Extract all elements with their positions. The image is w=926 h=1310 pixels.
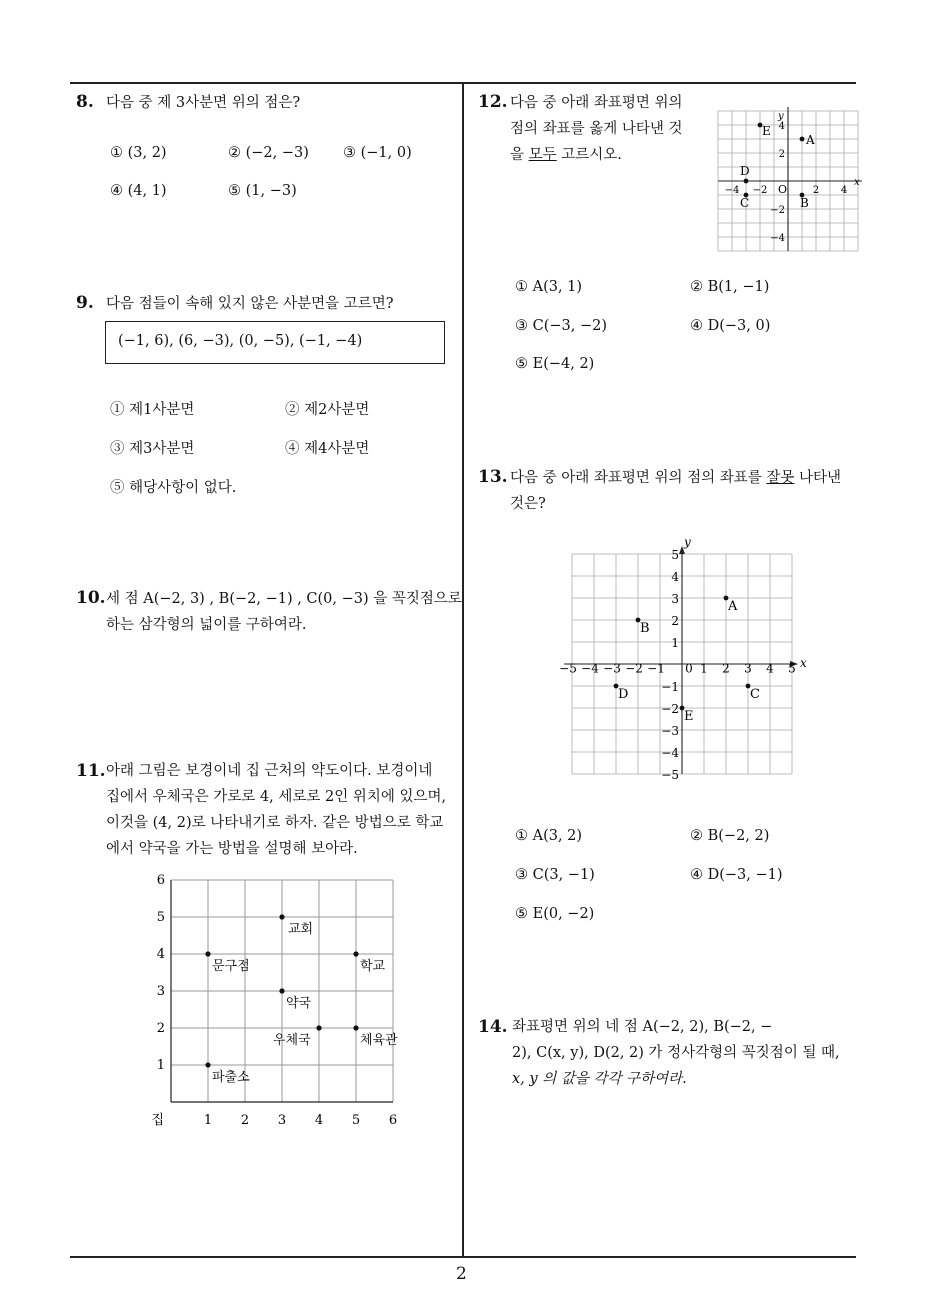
question-text-line2: 것은? [510,496,546,512]
neighborhood-map [150,870,410,1130]
option-2[interactable]: ② B(−2, 2) [690,828,770,844]
points-list: (−1, 6), (6, −3), (0, −5), (−1, −4) [118,333,363,349]
option-3[interactable]: ③ (−1, 0) [343,145,412,161]
place-label: 문구점 [212,959,250,974]
point-label: D [740,164,750,178]
y-tick-label: 3 [156,984,165,999]
point-label: D [618,687,629,702]
question-text-line1: 좌표평면 위의 네 점 A(−2, 2), B(−2, − [512,1019,773,1035]
y-axis-label: y [684,535,691,549]
option-2[interactable]: ② (−2, −3) [228,145,309,161]
option-1[interactable]: ① A(3, 1) [515,279,583,295]
question-text-line1: 다음 중 아래 좌표평면 위의 점의 좌표를 잘못 나타낸 [510,470,842,486]
coordinate-plane [710,95,862,247]
place-point [279,988,284,993]
point [800,137,805,142]
place-label: 학교 [360,959,386,974]
x-tick-label: 2 [240,1113,250,1128]
place-label: 약국 [286,996,312,1011]
x-tick-label: 2 [812,185,820,196]
y-tick-label: 1 [671,636,679,650]
y-tick-label: 4 [778,121,785,132]
x-axis-label: x [854,177,860,188]
x-tick-label: 1 [203,1113,213,1128]
question-text-line1: 아래 그림은 보경이네 집 근처의 약도이다. 보경이네 [106,763,433,779]
option-5[interactable]: ⑤ (1, −3) [228,183,297,199]
x-axis-label: x [800,656,807,670]
y-tick-label: 4 [156,947,165,962]
x-tick-label: −5 [559,661,577,676]
y-tick-label: −4 [770,233,785,244]
option-1[interactable]: ① 제1사분면 [110,402,195,418]
y-tick-label: 5 [671,548,679,562]
points-box [105,321,445,364]
point-label: C [740,196,750,210]
x-tick-label: −2 [625,661,643,676]
place-point [205,951,210,956]
x-tick-label: 5 [788,661,796,676]
point-label: E [762,124,771,138]
question-text-line1: 다음 중 아래 좌표평면 위의 [510,95,683,111]
question-text-line3: 이것을 (4, 2)로 나타내기로 하자. 같은 방법으로 학교 [106,815,444,831]
question-text-line2: 점의 좌표를 옳게 나타낸 것 [510,121,683,137]
x-tick-label: 4 [840,185,848,196]
x-tick-label: 0 [685,661,693,676]
x-tick-label: 4 [766,661,774,676]
x-tick-label: 3 [277,1113,287,1128]
origin-label: 집 [151,1113,164,1128]
x-tick-label: −2 [752,185,768,196]
column-divider [462,82,464,1257]
y-tick-label: −1 [661,680,679,694]
question-text: 다음 점들이 속해 있지 않은 사분면을 고르면? [106,296,394,312]
coordinate-plane [560,530,810,780]
y-tick-label: 5 [156,910,165,925]
option-2[interactable]: ② 제2사분면 [285,402,370,418]
question-number: 8. [76,92,94,112]
question-number: 13. [478,467,508,487]
y-tick-label: 4 [671,570,679,584]
x-tick-label: −4 [581,661,599,676]
x-tick-label: −3 [603,661,621,676]
question-text-line2: 하는 삼각형의 넓이를 구하여라. [106,617,307,633]
point-label: B [800,196,809,210]
y-tick-label: 1 [156,1058,165,1073]
x-tick-label: 2 [722,661,730,676]
point-label: C [750,687,760,702]
bottom-rule [70,1256,856,1258]
question-number: 12. [478,92,508,112]
question-text-line2: 2), C(x, y), D(2, 2) 가 정사각형의 꼭짓점이 될 때, [512,1045,840,1061]
option-3[interactable]: ③ C(−3, −2) [515,318,607,334]
option-4[interactable]: ④ 제4사분면 [285,441,370,457]
place-point [353,951,358,956]
question-number: 9. [76,293,94,313]
y-tick-label: −2 [661,702,679,716]
y-tick-label: 2 [156,1021,165,1036]
question-text-line4: 에서 약국을 가는 방법을 설명해 보아라. [106,841,358,857]
option-5[interactable]: ⑤ E(−4, 2) [515,356,595,372]
question-number: 14. [478,1017,508,1037]
y-tick-label: 2 [778,149,785,160]
option-4[interactable]: ④ D(−3, −1) [690,867,783,883]
place-point [353,1025,358,1030]
x-tick-label: 3 [744,661,752,676]
place-label: 파출소 [212,1070,250,1085]
place-label: 우체국 [273,1033,311,1048]
question-text-line2: 집에서 우체국은 가로로 4, 세로로 2인 위치에 있으며, [106,789,447,805]
point-label: A [728,599,738,614]
point [744,179,749,184]
point-label: B [640,621,650,636]
place-point [205,1062,210,1067]
option-4[interactable]: ④ D(−3, 0) [690,318,771,334]
option-5[interactable]: ⑤ E(0, −2) [515,906,595,922]
question-text: 다음 중 제 3사분면 위의 점은? [106,95,301,111]
y-tick-label: −5 [661,768,679,782]
option-3[interactable]: ③ 제3사분면 [110,441,195,457]
origin-label: O [778,183,788,196]
y-tick-label: −4 [661,746,679,760]
x-tick-label: −4 [724,185,740,196]
option-4[interactable]: ④ (4, 1) [110,183,167,199]
x-tick-label: 1 [700,661,708,676]
y-tick-label: −2 [770,205,785,216]
question-number: 10. [76,588,106,608]
question-number: 11. [76,761,106,781]
option-5[interactable]: ⑤ 해당사항이 없다. [110,480,237,496]
question-text-line3: 을 모두 고르시오. [510,147,622,163]
point-label: E [684,709,694,724]
point-label: A [806,133,815,147]
y-tick-label: 3 [671,592,679,606]
y-axis-label: y [778,111,784,122]
x-tick-label: 4 [314,1113,324,1128]
place-label: 교회 [288,922,314,937]
place-label: 체육관 [360,1033,398,1048]
y-tick-label: −3 [661,724,679,738]
question-text-line1: 세 점 A(−2, 3) , B(−2, −1) , C(0, −3) 을 꼭짓점으로 [106,591,462,607]
y-tick-label: 6 [156,873,165,888]
x-tick-label: 5 [351,1113,361,1128]
place-point [279,914,284,919]
option-3[interactable]: ③ C(3, −1) [515,867,595,883]
option-1[interactable]: ① (3, 2) [110,145,167,161]
place-point [316,1025,321,1030]
y-tick-label: 2 [671,614,679,628]
x-tick-label: −1 [647,661,665,676]
option-2[interactable]: ② B(1, −1) [690,279,770,295]
option-1[interactable]: ① A(3, 2) [515,828,583,844]
page-number: 2 [456,1264,467,1284]
question-text-line3: x, y 의 값을 각각 구하여라. [512,1071,687,1087]
x-tick-label: 6 [388,1113,398,1128]
